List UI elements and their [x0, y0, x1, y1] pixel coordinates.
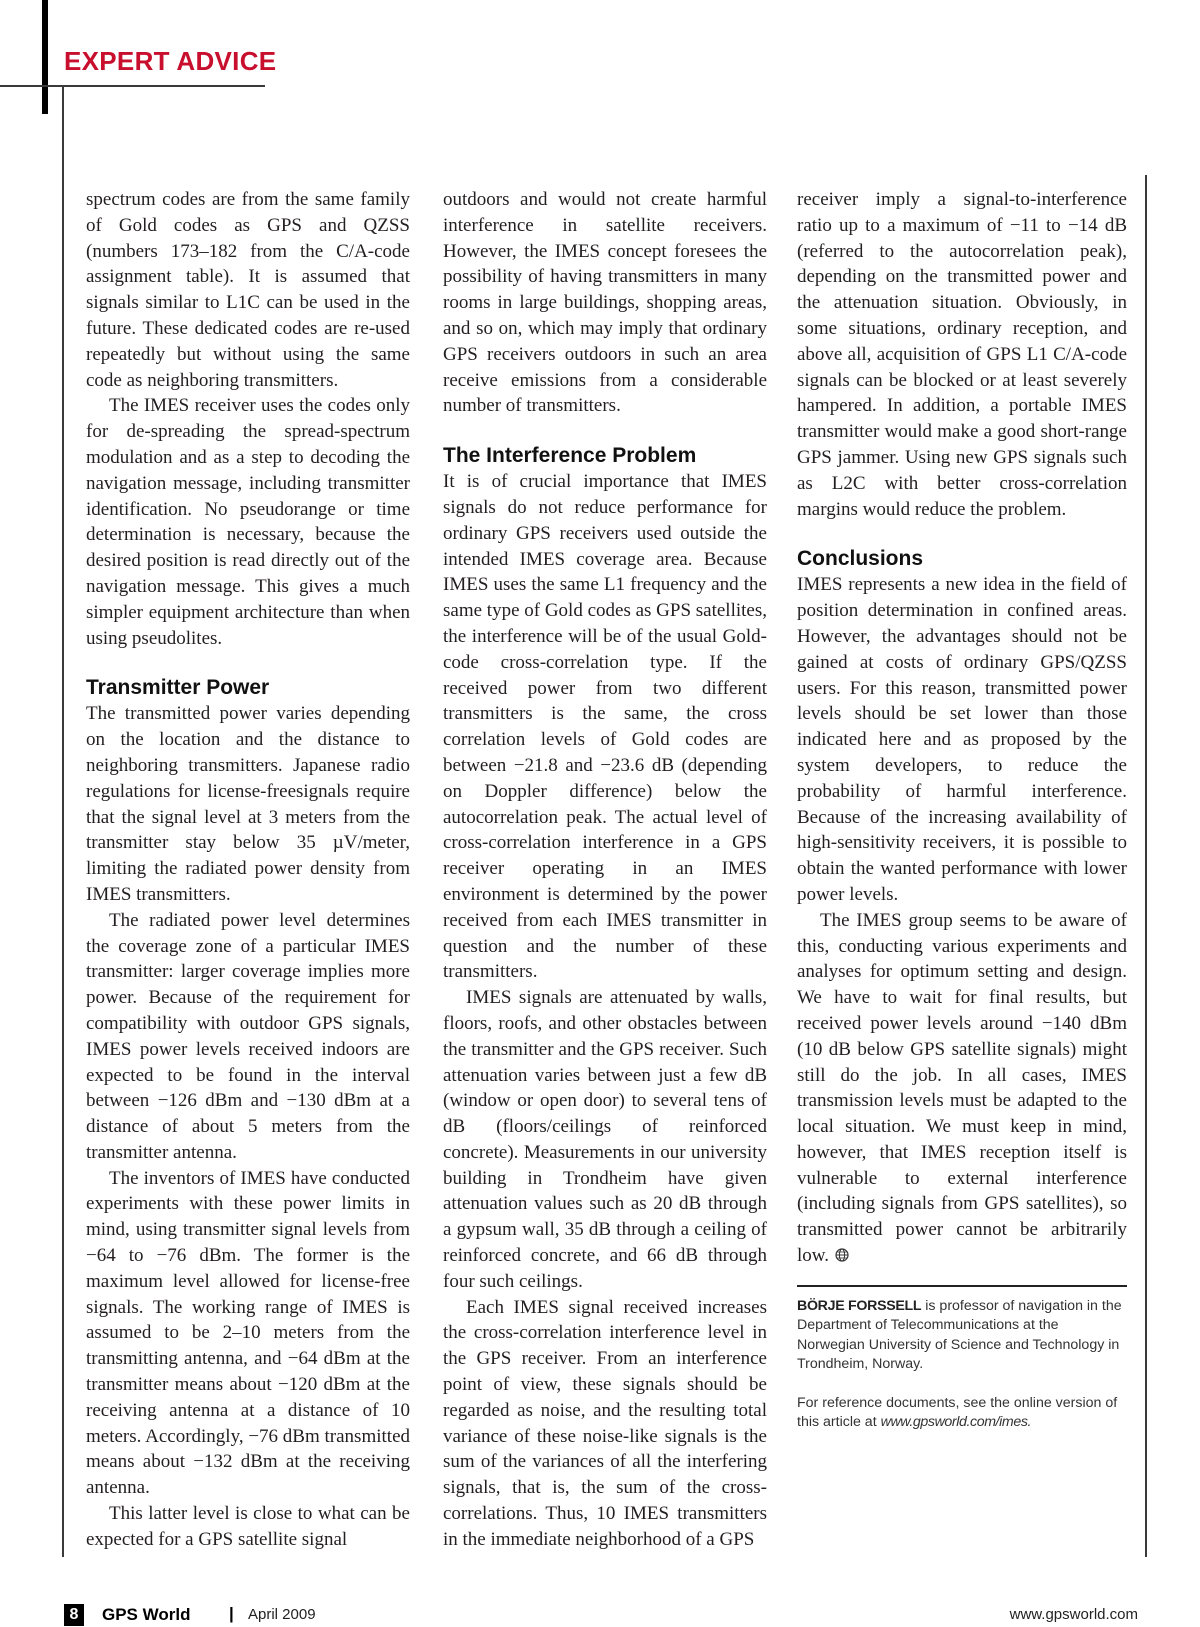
- paragraph: This latter level is close to what can be expected for a GPS satellite signal: [86, 1503, 410, 1550]
- paragraph: receiver imply a signal-to-interference ratio up to a maximum of −11 to −14 dB (referred to the autocorrelation peak), depending on the transmitted power and the attenuation situation. Obviously, in some situations, ordinary reception, and above all, acquisition of GPS L1 C/A-code signals can be blocked or at least severely hampered. In addition, a portable IMES transmitter would make a good short-range GPS jammer. Using new GPS signals such as L2C with better cross-correlation margins would reduce the problem.: [797, 189, 1127, 520]
- section-kicker: EXPERT ADVICE: [64, 46, 277, 76]
- issue-date: April 2009: [248, 1606, 316, 1623]
- page-number: 8: [64, 1604, 84, 1626]
- article-column-3: [797, 187, 1127, 1433]
- paragraph: IMES signals are attenuated by walls, floors, roofs, and other obstacles between the transmitter and the GPS receiver. Such attenuation varies between just a few dB (window or open door) to several tens of dB (floors/ceilings of reinforced concrete). Measurements in our university building in Trondheim have given attenuation values such as 20 dB through a gypsum wall, 35 dB through a ceiling of reinforced concrete, and 66 dB through four such ceilings.: [443, 987, 767, 1292]
- footer-separator: |: [229, 1604, 234, 1623]
- decorative-vertical-bar: [42, 0, 48, 114]
- paragraph: The inventors of IMES have conducted experiments with these power limits in mind, using transmitter signal levels from −64 to −76 dBm. The former is the maximum level allowed for license-free signals. The working range of IMES is assumed to be 2–10 meters from the transmitting antenna, and −64 dBm at the transmitter means about −120 dBm at the receiving antenna at a distance of 10 meters. Accordingly, −76 dBm transmitted means about −132 dBm at the receiving antenna.: [86, 1167, 410, 1499]
- paragraph: The radiated power level determines the coverage zone of a particular IMES transmitter: larger coverage implies more power. Because of the requirement for compatibility with outdoor GPS signals, IMES power levels received indoors are expected to be found in the interval between −126 dBm and −130 dBm at a distance of about 5 meters from the transmitter antenna.: [86, 909, 410, 1163]
- website-link[interactable]: www.gpsworld.com: [1009, 1606, 1138, 1623]
- article-column-1: [86, 187, 410, 1553]
- bio-description: is professor of navigation in the Department of Telecommunications at the Norwegian University of Science and Technology in Trondheim, Norway.: [797, 1297, 1122, 1373]
- article-column-2: [443, 187, 767, 1553]
- globe-icon: [835, 1248, 849, 1262]
- final-paragraph: [797, 908, 1127, 1269]
- paragraph: outdoors and would not create harmful interference in satellite receivers. However, the IMES concept foresees the possibility of having transmitters in many rooms in large buildings, shopping areas, and so on, which may imply that ordinary GPS receivers outdoors in such an area receive emissions from a considerable number of transmitters.: [443, 189, 767, 417]
- paragraph: The IMES receiver uses the codes only for de-spreading the spread-spectrum modulation and as a step to decoding the navigation message, including transmitter identification. No pseudorange or time determination is necessary, because the desired position is read directly out of the navigation message. This gives a much simpler equipment architecture than when using pseudolites.: [86, 395, 410, 649]
- author-bio: [797, 1297, 1127, 1433]
- paragraph: spectrum codes are from the same family of Gold codes as GPS and QZSS (numbers 173–182 from the C/A-code assignment table). It is assumed that signals similar to L1C can be used in the future. These dedicated codes are re-used repeatedly but without using the same code as neighboring transmitters.: [86, 189, 410, 391]
- section-heading-interference-problem: The Interference Problem: [443, 444, 697, 468]
- paragraph: IMES represents a new idea in the field of position determination in confined areas. However, the advantages should not be gained at costs of ordinary GPS/QZSS users. For this reason, transmitted power levels should be set lower than those indicated here and as proposed by the system developers, to reduce the probability of harmful interference. Because of the increasing availability of high-sensitivity receivers, it is possible to obtain the wanted performance with lower power levels.: [797, 574, 1127, 905]
- header-rule: [0, 85, 265, 87]
- reference-link[interactable]: www.gpsworld.com/imes.: [880, 1414, 1032, 1431]
- right-margin-rule: [1145, 175, 1147, 1557]
- paragraph: The transmitted power varies depending on the location and the distance to neighboring transmitters. Japanese radio regulations for license-freesignals require that the signal level at 3 meters from the transmitter stay below 35 µV/meter, limiting the radiated power density from IMES transmitters.: [86, 703, 410, 905]
- author-name: BÖRJE FORSSELL: [797, 1297, 922, 1314]
- paragraph-text: The IMES group seems to be aware of this, conducting various experiments and analyses for optimum setting and design. We have to wait for final results, but received power levels around −140 dBm (10 dB below GPS satellite signals) might still do the job. In all cases, IMES transmission levels must be adapted to the local situation. We must keep in mind, however, that IMES reception itself is vulnerable to external interference (including signals from GPS satellites), so transmitted power cannot be arbitrarily low.: [797, 909, 1127, 1267]
- reference-note: [797, 1394, 1127, 1433]
- bio-text: [797, 1297, 1127, 1375]
- left-margin-rule: [62, 85, 64, 1557]
- section-heading-conclusions: Conclusions: [797, 547, 924, 571]
- paragraph: It is of crucial importance that IMES signals do not reduce performance for ordinary GPS receivers used outside the intended IMES coverage area. Because IMES uses the same L1 frequency and the same type of Gold codes as GPS satellites, the interference will be of the usual Gold-code cross-correlation type. If the received power from two different transmitters is the same, the cross correlation levels of Gold codes are between −21.8 and −23.6 dB (depending on Doppler difference) below the autocorrelation peak. The actual level of cross-correlation interference in a GPS receiver operating in an IMES environment is determined by the power received from each IMES transmitter in question and the number of these transmitters.: [443, 471, 768, 983]
- bio-divider: [797, 1285, 1127, 1287]
- paragraph: Each IMES signal received increases the cross-correlation interference level in the GPS receiver. From an interference point of view, these signals should be regarded as noise, and the resulting total variance of these noise-like signals is the sum of the variances of all the interfering signals, that is, the sum of the cross-correlations. Thus, 10 IMES transmitters in the immediate neighborhood of a GPS: [443, 1296, 767, 1550]
- reference-text: For reference documents, see the online version of this article at: [797, 1394, 1118, 1431]
- section-heading-transmitter-power: Transmitter Power: [86, 676, 270, 700]
- page-footer: [64, 1604, 1138, 1626]
- publication-name: GPS World: [102, 1605, 191, 1624]
